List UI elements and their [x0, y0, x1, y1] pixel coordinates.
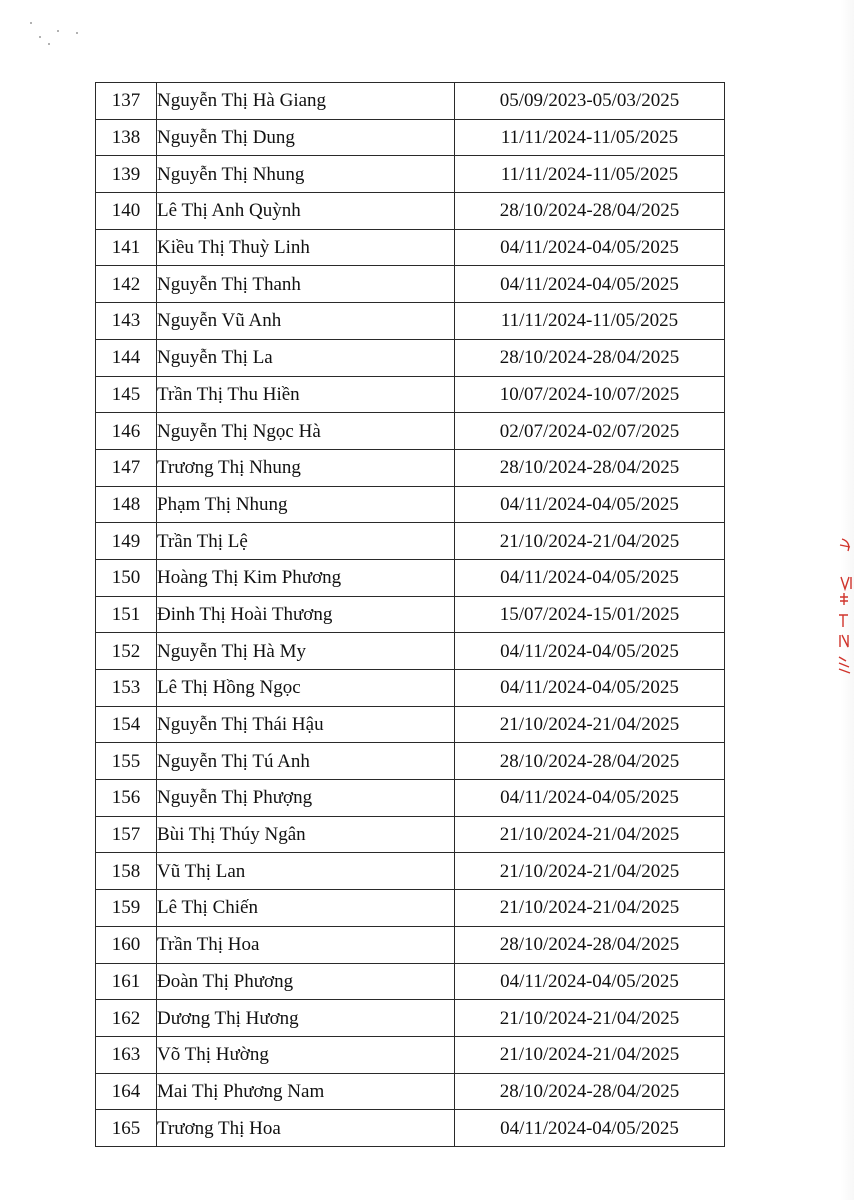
- date-range-cell: 04/11/2024-04/05/2025: [455, 486, 725, 523]
- table-row-153: [96, 670, 725, 707]
- row-number-cell: 156: [96, 780, 157, 817]
- row-number-cell: 146: [96, 413, 157, 450]
- table-row-143: [96, 303, 725, 340]
- date-range-cell: 28/10/2024-28/04/2025: [455, 339, 725, 376]
- row-number-cell: 164: [96, 1073, 157, 1110]
- table-row-146: [96, 413, 725, 450]
- row-number-cell: 155: [96, 743, 157, 780]
- full-name-cell: Trần Thị Lệ: [157, 523, 455, 560]
- row-number-cell: 141: [96, 229, 157, 266]
- row-number-cell: 163: [96, 1036, 157, 1073]
- full-name-cell: Trần Thị Hoa: [157, 926, 455, 963]
- date-range-cell: 21/10/2024-21/04/2025: [455, 1036, 725, 1073]
- date-range-cell: 28/10/2024-28/04/2025: [455, 1073, 725, 1110]
- full-name-cell: Nguyễn Thị Phượng: [157, 780, 455, 817]
- full-name-cell: Nguyễn Thị Thanh: [157, 266, 455, 303]
- full-name-cell: Hoàng Thị Kim Phương: [157, 559, 455, 596]
- date-range-cell: 04/11/2024-04/05/2025: [455, 670, 725, 707]
- full-name-cell: Nguyễn Thị Hà Giang: [157, 83, 455, 120]
- row-number-cell: 143: [96, 303, 157, 340]
- table-row-157: [96, 816, 725, 853]
- full-name-cell: Nguyễn Thị La: [157, 339, 455, 376]
- table-row-139: [96, 156, 725, 193]
- table-row-144: [96, 339, 725, 376]
- full-name-cell: Trương Thị Nhung: [157, 449, 455, 486]
- date-range-cell: 28/10/2024-28/04/2025: [455, 926, 725, 963]
- date-range-cell: 21/10/2024-21/04/2025: [455, 706, 725, 743]
- table-row-163: [96, 1036, 725, 1073]
- table-row-154: [96, 706, 725, 743]
- table-row-141: [96, 229, 725, 266]
- full-name-cell: Đoàn Thị Phương: [157, 963, 455, 1000]
- row-number-cell: 157: [96, 816, 157, 853]
- row-number-cell: 145: [96, 376, 157, 413]
- full-name-cell: Nguyễn Thị Thái Hậu: [157, 706, 455, 743]
- date-range-cell: 21/10/2024-21/04/2025: [455, 816, 725, 853]
- date-range-cell: 04/11/2024-04/05/2025: [455, 266, 725, 303]
- date-range-cell: 28/10/2024-28/04/2025: [455, 743, 725, 780]
- date-range-cell: 28/10/2024-28/04/2025: [455, 449, 725, 486]
- row-number-cell: 159: [96, 890, 157, 927]
- date-range-cell: 15/07/2024-15/01/2025: [455, 596, 725, 633]
- stamp-fragment-graphic: [836, 535, 854, 675]
- row-number-cell: 142: [96, 266, 157, 303]
- row-number-cell: 165: [96, 1110, 157, 1147]
- row-number-cell: 137: [96, 83, 157, 120]
- table-row-150: [96, 559, 725, 596]
- row-number-cell: 160: [96, 926, 157, 963]
- table-row-142: [96, 266, 725, 303]
- date-range-cell: 04/11/2024-04/05/2025: [455, 559, 725, 596]
- full-name-cell: Nguyễn Thị Ngọc Hà: [157, 413, 455, 450]
- table-row-151: [96, 596, 725, 633]
- full-name-cell: Trương Thị Hoa: [157, 1110, 455, 1147]
- table-row-159: [96, 890, 725, 927]
- table-row-137: [96, 83, 725, 120]
- date-range-cell: 02/07/2024-02/07/2025: [455, 413, 725, 450]
- row-number-cell: 150: [96, 559, 157, 596]
- row-number-cell: 154: [96, 706, 157, 743]
- date-range-cell: 10/07/2024-10/07/2025: [455, 376, 725, 413]
- table-row-165: [96, 1110, 725, 1147]
- full-name-cell: Nguyễn Thị Hà My: [157, 633, 455, 670]
- row-number-cell: 140: [96, 193, 157, 230]
- date-range-cell: 11/11/2024-11/05/2025: [455, 119, 725, 156]
- full-name-cell: Vũ Thị Lan: [157, 853, 455, 890]
- table-row-160: [96, 926, 725, 963]
- date-range-cell: 04/11/2024-04/05/2025: [455, 780, 725, 817]
- scan-speckles: [30, 10, 90, 50]
- row-number-cell: 161: [96, 963, 157, 1000]
- table-row-148: [96, 486, 725, 523]
- full-name-cell: Mai Thị Phương Nam: [157, 1073, 455, 1110]
- row-number-cell: 149: [96, 523, 157, 560]
- table-row-162: [96, 1000, 725, 1037]
- row-number-cell: 162: [96, 1000, 157, 1037]
- date-range-cell: 11/11/2024-11/05/2025: [455, 156, 725, 193]
- table-row-164: [96, 1073, 725, 1110]
- full-name-cell: Lê Thị Anh Quỳnh: [157, 193, 455, 230]
- full-name-cell: Nguyễn Vũ Anh: [157, 303, 455, 340]
- full-name-cell: Phạm Thị Nhung: [157, 486, 455, 523]
- table-row-152: [96, 633, 725, 670]
- row-number-cell: 158: [96, 853, 157, 890]
- full-name-cell: Võ Thị Hường: [157, 1036, 455, 1073]
- date-range-cell: 28/10/2024-28/04/2025: [455, 193, 725, 230]
- table-row-147: [96, 449, 725, 486]
- full-name-cell: Lê Thị Chiến: [157, 890, 455, 927]
- date-range-cell: 04/11/2024-04/05/2025: [455, 1110, 725, 1147]
- full-name-cell: Dương Thị Hương: [157, 1000, 455, 1037]
- table-row-138: [96, 119, 725, 156]
- row-number-cell: 139: [96, 156, 157, 193]
- date-range-cell: 21/10/2024-21/04/2025: [455, 1000, 725, 1037]
- table-row-145: [96, 376, 725, 413]
- row-number-cell: 138: [96, 119, 157, 156]
- date-range-cell: 21/10/2024-21/04/2025: [455, 523, 725, 560]
- roster-table: [95, 82, 725, 1147]
- full-name-cell: Nguyễn Thị Dung: [157, 119, 455, 156]
- date-range-cell: 21/10/2024-21/04/2025: [455, 853, 725, 890]
- row-number-cell: 151: [96, 596, 157, 633]
- full-name-cell: Trần Thị Thu Hiền: [157, 376, 455, 413]
- date-range-cell: 04/11/2024-04/05/2025: [455, 963, 725, 1000]
- row-number-cell: 144: [96, 339, 157, 376]
- table-row-161: [96, 963, 725, 1000]
- full-name-cell: Kiều Thị Thuỳ Linh: [157, 229, 455, 266]
- full-name-cell: Nguyễn Thị Nhung: [157, 156, 455, 193]
- row-number-cell: 152: [96, 633, 157, 670]
- date-range-cell: 05/09/2023-05/03/2025: [455, 83, 725, 120]
- table-row-158: [96, 853, 725, 890]
- table-row-140: [96, 193, 725, 230]
- date-range-cell: 04/11/2024-04/05/2025: [455, 229, 725, 266]
- date-range-cell: 11/11/2024-11/05/2025: [455, 303, 725, 340]
- full-name-cell: Đinh Thị Hoài Thương: [157, 596, 455, 633]
- red-seal-stamp: [836, 535, 854, 675]
- date-range-cell: 21/10/2024-21/04/2025: [455, 890, 725, 927]
- roster-table-body: [96, 83, 725, 1147]
- date-range-cell: 04/11/2024-04/05/2025: [455, 633, 725, 670]
- full-name-cell: Bùi Thị Thúy Ngân: [157, 816, 455, 853]
- table-row-156: [96, 780, 725, 817]
- full-name-cell: Nguyễn Thị Tú Anh: [157, 743, 455, 780]
- row-number-cell: 147: [96, 449, 157, 486]
- row-number-cell: 148: [96, 486, 157, 523]
- row-number-cell: 153: [96, 670, 157, 707]
- table-row-155: [96, 743, 725, 780]
- full-name-cell: Lê Thị Hồng Ngọc: [157, 670, 455, 707]
- table-row-149: [96, 523, 725, 560]
